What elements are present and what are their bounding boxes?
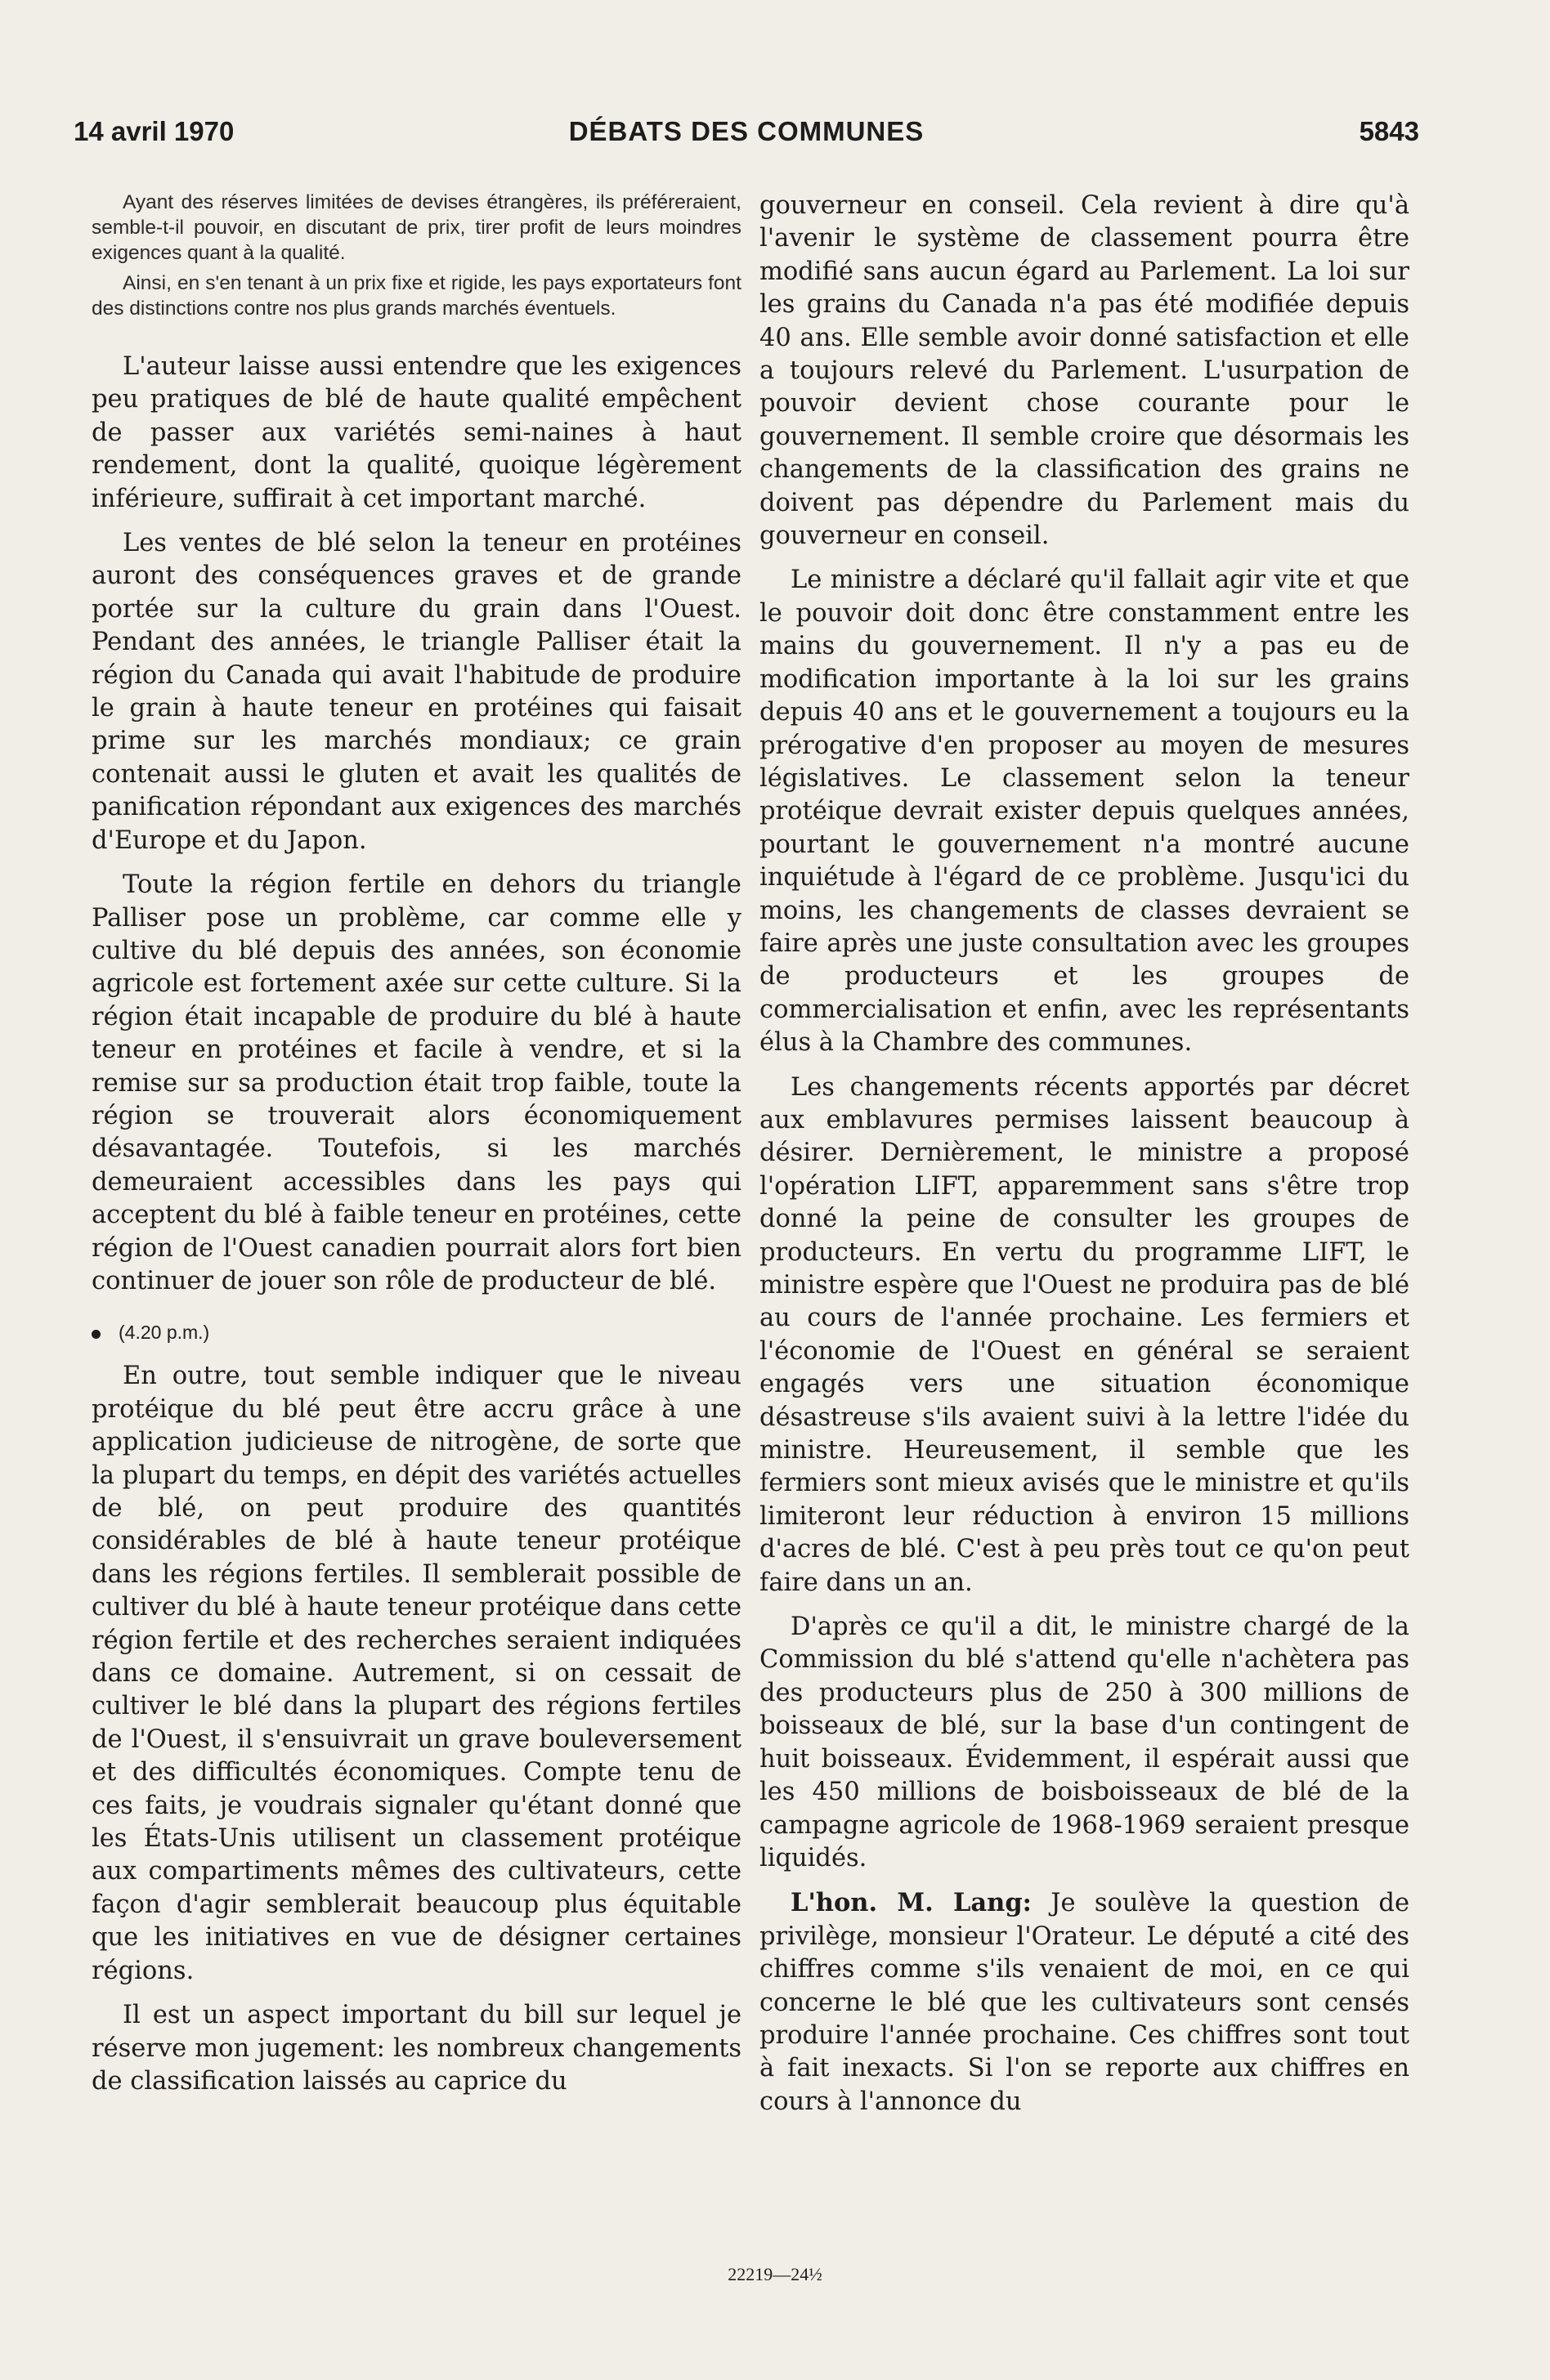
page-footer-code: 22219—24½ bbox=[728, 2264, 822, 2284]
right-column bbox=[759, 190, 1409, 2118]
paragraph: L'auteur laisse aussi entendre que les exigences peu pratiques de blé de haute qualité empêchent de passer aux variétés semi-naines à haut rendement, dont la qualité, quoique légèrement inférieure, suffirait à cet important marché. bbox=[92, 352, 741, 513]
header-date: 14 avril 1970 bbox=[74, 116, 235, 146]
bullet-icon bbox=[92, 1330, 101, 1339]
left-body bbox=[92, 351, 741, 2098]
page-number: 5843 bbox=[1359, 116, 1419, 146]
right-body bbox=[759, 190, 1409, 2118]
speaker-name: L'hon. M. Lang: bbox=[791, 1888, 1032, 1918]
paragraph: Il est un aspect important du bill sur lequel je réserve mon jugement: les nombreux changements de classification laissés au caprice du bbox=[92, 2001, 741, 2096]
quote-paragraph: Ainsi, en s'en tenant à un prix fixe et rigide, les pays exportateurs font des distinctions contre nos plus grands marchés éventuels. bbox=[92, 272, 741, 320]
page-header bbox=[74, 116, 1419, 157]
header-title: DÉBATS DES COMMUNES bbox=[568, 116, 925, 146]
speaker-paragraph bbox=[759, 1886, 1409, 2118]
paragraph: En outre, tout semble indiquer que le niveau protéique du blé peut être accru grâce à une application judicieuse de nitrogène, de sorte que la plupart du temps, en dépit des variétés actuelles de blé, on peut produire des quantités considérables de blé à haute teneur protéique dans les régions fertiles. Il semblerait possible de cultiver du blé à haute teneur protéique dans cette région fertile et des recherches seraient indiquées dans ce domaine. Autrement, si on cessait de cultiver le blé dans la plupart des régions fertiles de l'Ouest, il s'ensuivrait un grave bouleversement et des difficultés économiques. Compte tenu de ces faits, je voudrais signaler qu'étant donné que les États-Unis utilisent un classement protéique aux compartiments mêmes des cultivateurs, cette façon d'agir semblerait beaucoup plus équitable que les initiatives en vue de désigner certaines régions. bbox=[92, 1362, 741, 1985]
paragraph: D'après ce qu'il a dit, le ministre chargé de la Commission du blé s'attend qu'elle n'achètera pas des producteurs plus de 250 à 300 millions de boisseaux de blé, sur la base d'un contingent de huit boisseaux. Évidemment, il espérait aussi que les 450 millions de boisboisseaux de blé de la campagne agricole de 1968-1969 seraient presque liquidés. bbox=[759, 1613, 1409, 1872]
paragraph: gouverneur en conseil. Cela revient à dire qu'à l'avenir le système de classement pourra être modifié sans aucun égard au Parlement. La loi sur les grains du Canada n'a pas été modifiée depuis 40 ans. Elle semble avoir donné satisfaction et elle a toujours relevé du Parlement. L'usurpation de pouvoir devient chose courante pour le gouvernement. Il semble croire que désormais les changements de la classification des grains ne doivent pas dépendre du Parlement mais du gouverneur en conseil. bbox=[759, 191, 1409, 551]
quoted-passage bbox=[92, 190, 741, 321]
speaker-text: Je soulève la question de privilège, monsieur l'Orateur. Le député a cité des chiffres comme s'ils venaient de moi, en ce qui concerne le blé que les cultivateurs sont censés produire l'année prochaine. Ces chiffres sont tout à fait inexacts. Si l'on se reporte aux chiffres en cours à l'annonce du bbox=[759, 1889, 1409, 2116]
quote-paragraph: Ayant des réserves limitées de devises étrangères, ils préféreraient, semble-t-il pouvoir, en discutant de prix, tirer profit de leurs moindres exigences quant à la qualité. bbox=[92, 191, 741, 264]
left-column bbox=[92, 190, 741, 2098]
paragraph: Le ministre a déclaré qu'il fallait agir vite et que le pouvoir doit donc être constamment entre les mains du gouvernement. Il n'y a pas eu de modification importante à la loi sur les grains depuis 40 ans et le gouvernement a toujours eu la prérogative d'en proposer au moyen de mesures législatives. Le classement selon la teneur protéique devrait exister depuis quelques années, pourtant le gouvernement n'a montré aucune inquiétude à l'égard de ce problème. Jusqu'ici du moins, les changements de classes devraient se faire après une juste consultation avec les groupes de producteurs et les groupes de commercialisation et enfin, avec les représentants élus à la Chambre des communes. bbox=[759, 566, 1409, 1058]
paragraph: Les ventes de blé selon la teneur en protéines auront des conséquences graves et de grande portée sur la culture du grain dans l'Ouest. Pendant des années, le triangle Palliser était la région du Canada qui avait l'habitude de produire le grain à haute teneur en protéines qui faisait prime sur les marchés mondiaux; ce grain contenait aussi le gluten et avait les qualités de panification répondant aux exigences des marchés d'Europe et du Japon. bbox=[92, 529, 741, 855]
paragraph: Toute la région fertile en dehors du triangle Palliser pose un problème, car comme elle y cultive du blé depuis des années, son économie agricole est fortement axée sur cette culture. Si la région était incapable de produire du blé à haute teneur en protéines et facile à vendre, et si la remise sur sa production était trop faible, toute la région se trouverait alors économiquement désavantagée. Toutefois, si les marchés demeuraient accessibles dans les pays qui acceptent du blé à faible teneur en protéines, cette région de l'Ouest canadien pourrait alors fort bien continuer de jouer son rôle de producteur de blé. bbox=[92, 870, 741, 1295]
paragraph: Les changements récents apportés par décret aux emblavures permises laissent beaucoup à désirer. Dernièrement, le ministre a proposé l'opération LIFT, apparemment sans s'être trop donné la peine de consulter les groupes de producteurs. En vertu du programme LIFT, le ministre espère que l'Ouest ne produira pas de blé au cours de l'année prochaine. Les fermiers et l'économie de l'Ouest en général se seraient engagés vers une situation économique désastreuse s'ils avaient suivi à la lettre l'idée du ministre. Heureusement, il semble que les fermiers sont mieux avisés que le ministre et qu'ils limiteront leur réduction à environ 15 millions d'acres de blé. C'est à peu près tout ce qu'on peut faire dans un an. bbox=[759, 1072, 1409, 1597]
time-stamp bbox=[92, 1316, 741, 1349]
time-stamp-text: (4.20 p.m.) bbox=[119, 1322, 210, 1344]
